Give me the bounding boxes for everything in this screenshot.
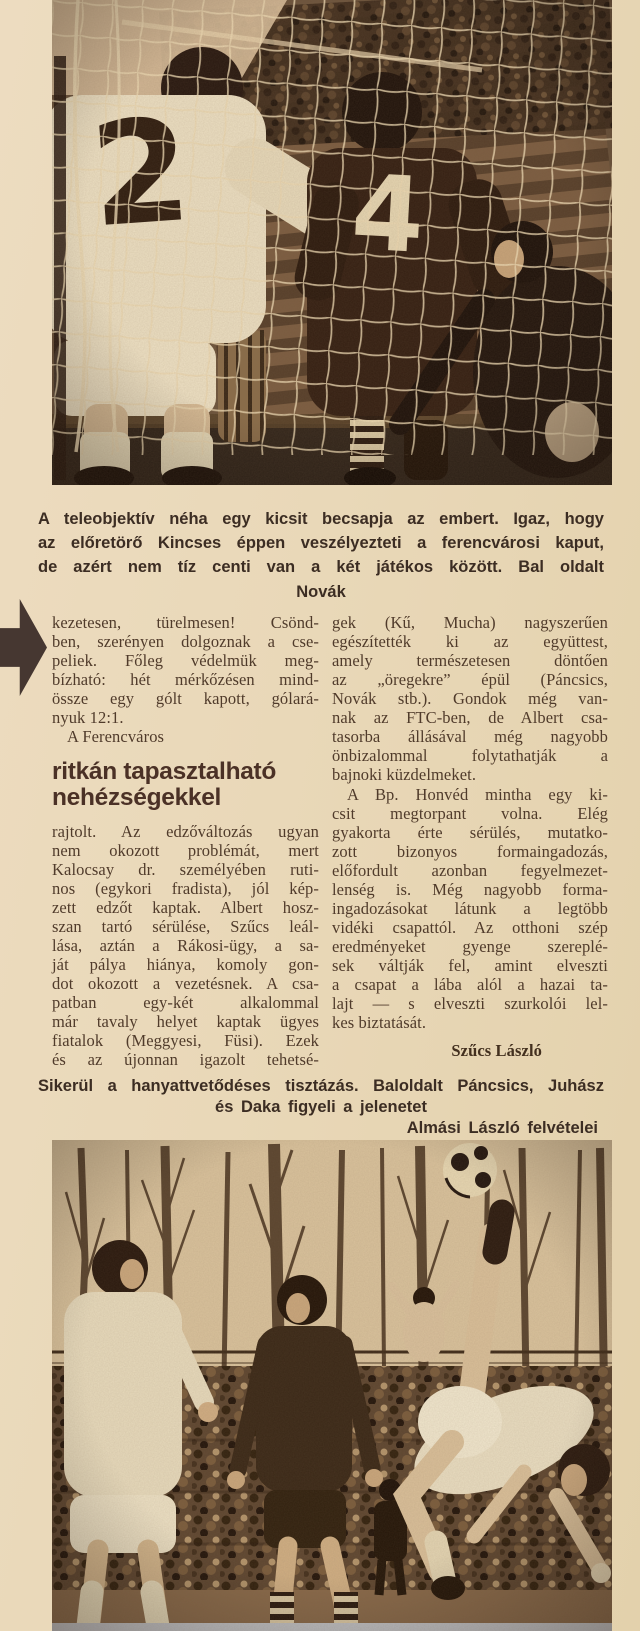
body-line: peliek. Főleg védelmük meg- — [52, 651, 319, 670]
top-photo-caption — [38, 507, 604, 604]
body-line: nem okozott problémát, mert — [52, 841, 319, 860]
subheading-line: ritkán tapasztalható — [52, 758, 277, 785]
body-line: patban egy-két alkalommal — [52, 993, 319, 1012]
body-line: lenség is. Még nagyobb forma- — [332, 880, 608, 899]
photo-credit: Almási László felvételei — [406, 1119, 598, 1138]
body-line: ingadozásokat látunk a legtöbb — [332, 899, 608, 918]
body-line: Novák stb.). Gondok még van- — [332, 689, 608, 708]
article-column-right — [332, 613, 608, 1069]
bottom-photo-caption — [38, 1076, 604, 1140]
article-subheading — [52, 759, 319, 811]
body-line: és az újonnan igazolt tehetsé- — [52, 1050, 319, 1069]
body-line: gek (Kű, Mucha) nagyszerűen — [332, 613, 608, 632]
body-line: már tavaly helyet kaptak ügyes — [52, 1012, 319, 1031]
caption-line: A teleobjektív néha egy kicsit becsapja az embert. Igaz, hogy — [38, 510, 604, 528]
body-line: vidéki csapattól. Az otthoni szép — [332, 918, 608, 937]
body-line: össze egy gólt kapott, gólará- — [52, 689, 319, 708]
body-line: ben, szerényen dolgoznak a cse- — [52, 632, 319, 651]
body-line: zott bizonyos formaingadozás, — [332, 842, 608, 861]
bottom-photo-bicycle-kick — [52, 1140, 612, 1631]
body-line: ját pálya hiánya, komoly gon- — [52, 955, 319, 974]
body-line: A Ferencváros — [67, 727, 165, 746]
body-line: csit megtorpant volna. Elég — [332, 804, 608, 823]
body-line: Kalocsay dr. személyében ruti- — [52, 860, 319, 879]
body-line: A Bp. Honvéd mintha egy ki- — [347, 785, 608, 804]
article-body — [52, 613, 608, 1069]
body-line: rajtolt. Az edzőváltozás ugyan — [52, 822, 319, 841]
caption-line: az előretörő Kincses éppen veszélyezteti a ferencvárosi kaput, — [38, 534, 604, 553]
right-arrow-icon — [0, 599, 47, 696]
body-line: kezetesen, türelmesen! Csönd- — [52, 613, 319, 632]
body-line: egészítették ki az együttest, — [332, 632, 608, 651]
body-line: lása, aztán a Rákosi-ügy, a sa- — [52, 936, 319, 955]
body-line: az „öregekre” épül (Páncsics, — [332, 670, 608, 689]
caption-line: de azért nem tíz centi van a két játékos között. Bal oldalt — [38, 558, 604, 577]
film-grain — [52, 1140, 612, 1631]
subheading-line: nehézségekkel — [52, 784, 222, 811]
body-line: gyakorta érte sérülés, mutatko- — [332, 823, 608, 842]
film-grain — [52, 0, 612, 485]
body-line: lajt — s elveszti szurkolói lel- — [332, 994, 608, 1013]
top-photo-illustration — [52, 0, 612, 485]
bottom-photo-illustration — [52, 1140, 612, 1631]
article-column-left — [52, 613, 319, 1069]
caption-line: Sikerül a hanyattvetődéses tisztázás. Baloldalt Páncsics, Juhász — [38, 1077, 604, 1095]
top-photo-goalmouth — [52, 0, 612, 485]
body-line: kes biztatását. — [332, 1013, 427, 1032]
body-line: előfordult azonban fegyelmezet- — [332, 861, 608, 880]
body-line: nos (egykori fradista), jól kép- — [52, 879, 319, 898]
body-line: dot okozott a vezetésnek. A csa- — [52, 974, 319, 993]
body-line: bajnoki küzdelmeket. — [332, 765, 477, 784]
caption-line: Novák — [296, 582, 346, 601]
body-line: sek váltják fel, amint elveszti — [332, 956, 608, 975]
body-line: amely természetesen döntően — [332, 651, 608, 670]
body-line: fiatalok (Meggyesi, Füsi). Ezek — [52, 1031, 319, 1050]
body-line: eredményeket gyenge szereplé- — [332, 937, 608, 956]
body-line: nyuk 12:1. — [52, 708, 124, 727]
body-line: zett edzőt kaptak. Albert hosz- — [52, 898, 319, 917]
caption-line: és Daka figyeli a jelenetet — [215, 1098, 427, 1117]
body-line: szan tartó sérülése, Szűcs leál- — [52, 917, 319, 936]
author-byline: Szűcs László — [451, 1041, 542, 1060]
body-line: önbizalommal folytathatják a — [332, 746, 608, 765]
body-line: bízható: hét mérkőzésen mind- — [52, 670, 319, 689]
body-line: nak az FTC-ben, de Albert csa- — [332, 708, 608, 727]
body-line: tasorba állásával még nagyobb — [332, 727, 608, 746]
body-line: a csapat a lába alól a hazai ta- — [332, 975, 608, 994]
